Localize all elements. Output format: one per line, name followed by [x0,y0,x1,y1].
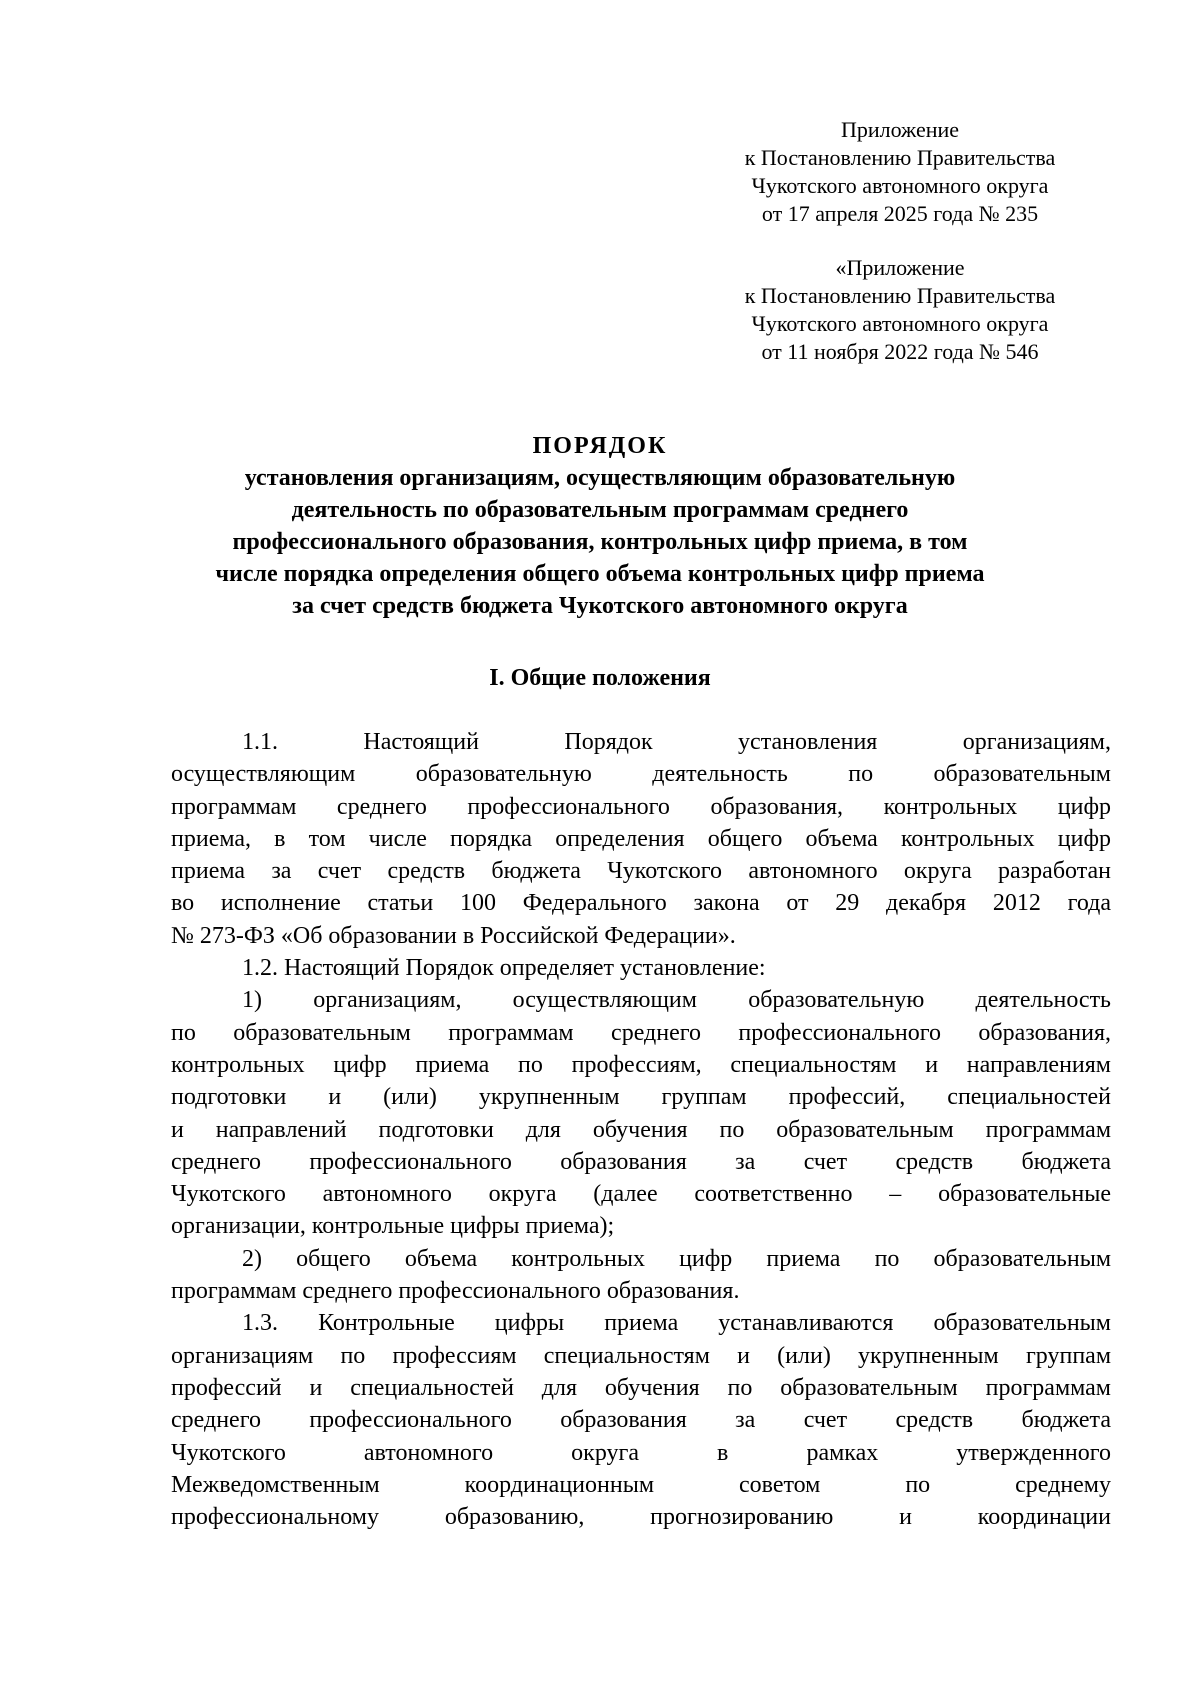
paragraph-line: Межведомственным координационным советом по среднему [171,1471,1111,1498]
appendix-line: «Приложение [835,255,965,280]
paragraph-line: Чукотского автономного округа (далее соответственно – образовательные [171,1181,1111,1208]
subtitle-line: числе порядка определения общего объема контрольных цифр приема [215,561,985,587]
paragraph-line: программам среднего профессионального образования, контрольных цифр [171,793,1111,820]
subtitle-line: установления организациям, осуществляющим образовательную [244,465,956,491]
appendix-line: к Постановлению Правительства [744,145,1056,170]
paragraph-line: Чукотского автономного округа в рамках утвержденного [171,1439,1111,1466]
paragraph-line: организации, контрольные цифры приема); [171,1213,615,1240]
appendix-line: от 11 ноября 2022 года № 546 [761,339,1039,364]
appendix-line: Приложение [840,117,960,142]
paragraph-line: организациям по профессиям специальностям и (или) укрупненным группам [171,1342,1111,1369]
paragraph-line: 1.3. Контрольные цифры приема устанавливаются образовательным [242,1310,1111,1337]
paragraph-line: профессиональному образованию, прогнозированию и координации [171,1504,1111,1531]
paragraph-line: приема за счет средств бюджета Чукотского автономного округа разработан [171,858,1111,885]
paragraph-line: среднего профессионального образования за счет средств бюджета [171,1407,1111,1434]
appendix-line: к Постановлению Правительства [744,283,1056,308]
paragraph-line: 1) организациям, осуществляющим образовательную деятельность [242,987,1111,1014]
appendix-header-new [700,116,1100,228]
paragraph-line: контрольных цифр приема по профессиям, специальностям и направлениям [171,1051,1111,1078]
document-subtitle [100,462,1100,622]
subtitle-line: профессионального образования, контрольных цифр приема, в том [232,529,968,555]
appendix-header-old [700,254,1100,366]
paragraph-line: по образовательным программам среднего профессионального образования, [171,1019,1111,1046]
paragraph-line: осуществляющим образовательную деятельность по образовательным [171,761,1111,788]
paragraph-line: профессий и специальностей для обучения по образовательным программам [171,1374,1111,1401]
appendix-line: Чукотского автономного округа [751,311,1049,336]
paragraph-line: 1.1. Настоящий Порядок установления организациям, [242,729,1111,755]
paragraph-line: и направлений подготовки для обучения по образовательным программам [171,1116,1111,1143]
appendix-line: Чукотского автономного округа [751,173,1049,198]
paragraph-line: программам среднего профессионального образования. [171,1278,740,1305]
paragraph-line: приема, в том числе порядка определения общего объема контрольных цифр [171,825,1111,852]
paragraph-line: во исполнение статьи 100 Федерального закона от 29 декабря 2012 года [171,890,1111,917]
subtitle-line: деятельность по образовательным программам среднего [291,497,909,523]
paragraph-line: 1.2. Настоящий Порядок определяет установление: [242,955,766,982]
paragraph-line: № 273-ФЗ «Об образовании в Российской Федерации». [171,922,736,949]
paragraph-line: 2) общего объема контрольных цифр приема по образовательным [242,1245,1111,1272]
section-body [171,726,1111,1533]
document-title-block [100,430,1100,622]
appendix-line: от 17 апреля 2025 года № 235 [761,201,1039,226]
paragraph-line: подготовки и (или) укрупненным группам профессий, специальностей [171,1084,1111,1111]
paragraph-line: среднего профессионального образования за счет средств бюджета [171,1148,1111,1175]
document-title: ПОРЯДОК [532,433,668,459]
subtitle-line: за счет средств бюджета Чукотского автономного округа [292,593,908,619]
section-heading: I. Общие положения [489,665,711,691]
